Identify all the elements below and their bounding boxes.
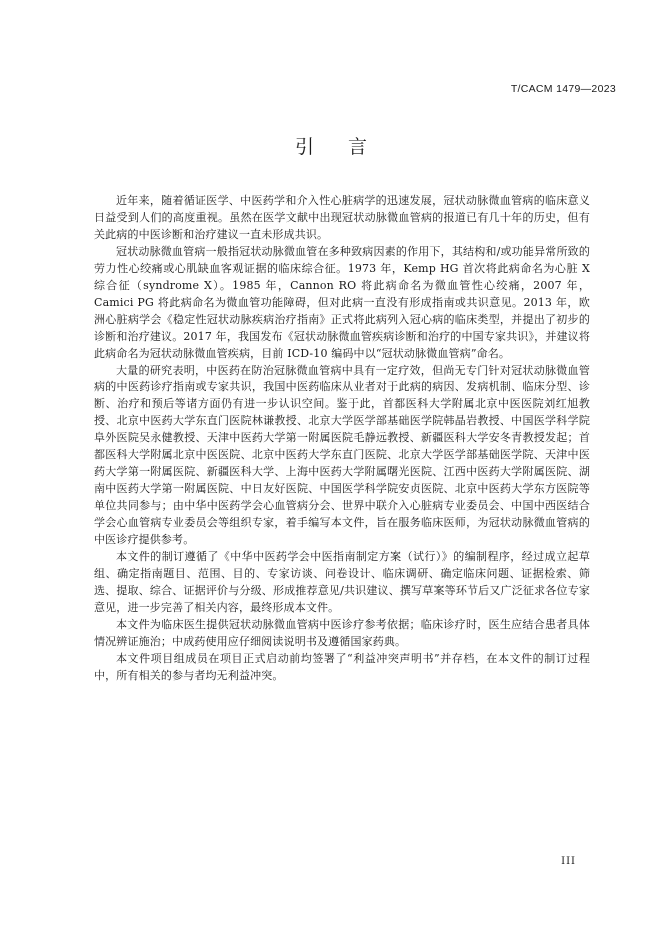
paragraph-3: 大量的研究表明，中医药在防治冠脉微血管病中具有一定疗效，但尚无专门针对冠状动脉微血管病的中医药诊疗指南或专家共识，我国中医药临床从业者对于此病的病因、发病机制、临床分型、诊断、治疗和预后等诸方面仍有进一步认识空间。鉴于此，首都医科大学附属北京中医医院刘红旭教授、北京中医药大学东直门医院林谦教授、北京大学医学部基础医学院韩晶岩教授、中国医学科学院阜外医院吴永健教授、天津中医药大学第一附属医院毛静远教授、新疆医科大学安冬青教授发起；首都医科大学附属北京中医医院、北京中医药大学东直门医院、北京大学医学部基础医学院、天津中医药大学第一附属医院、新疆医科大学、上海中医药大学附属曙光医院、江西中医药大学附属医院、湖南中医药大学第一附属医院、中日友好医院、中国医学科学院安贞医院、北京中医药大学东方医院等单位共同参与；由中华中医药学会心血管病分会、世界中联介入心脏病专业委员会、中国中西医结合学会心血管病专业委员会等组织专家，着手编写本文件，旨在服务临床医师，为冠状动脉微血管病的中医诊疗提供参考。	[94, 363, 590, 547]
page-number: III	[561, 856, 576, 867]
paragraph-4: 本文件的制订遵循了《中华中医药学会中医指南制定方案（试行）》的编制程序，经过成立起草组、确定指南题目、范围、目的、专家访谈、问卷设计、临床调研、确定临床问题、证据检索、筛选、提取、综合、证据评价与分级、形成推荐意见/共识建议、撰写草案等环节后又广泛征求各位专家意见，进一步完善了相关内容，最终形成本文件。	[94, 550, 590, 614]
paragraph-1: 近年来，随着循证医学、中医药学和介入性心脏病学的迅速发展，冠状动脉微血管病的临床意义日益受到人们的高度重视。虽然在医学文献中出现冠状动脉微血管病的报道已有几十年的历史，但有关此病的中医诊断和治疗建议一直未形成共识。	[94, 194, 590, 241]
paragraph-2: 冠状动脉微血管病一般指冠状动脉微血管在多种致病因素的作用下，其结构和/或功能异常所致的劳力性心绞痛或心肌缺血客观证据的临床综合征。1973 年，Kemp HG 首次将此病命名为心脏 X 综合征（syndrome X）。1985 年，Cannon RO 将此病命名为微血管性心绞痛，2007 年，Camici PG 将此病命名为微血管功能障碍，但对此病一直没有形成指南或共识意见。2013 年，欧洲心脏病学会《稳定性冠状动脉疾病治疗指南》正式将此病列入冠心病的临床类型，并提出了初步的诊断和治疗建议。2017 年，我国发布《冠状动脉微血管疾病诊断和治疗的中国专家共识》，并建议将此病命名为冠状动脉微血管疾病，目前 ICD-10 编码中以“冠状动脉微血管病”命名。	[94, 244, 590, 360]
page-title: 引 言	[294, 136, 382, 158]
introduction-body	[94, 193, 590, 685]
standard-code: T/CACM 1479—2023	[510, 83, 616, 95]
paragraph-5: 本文件为临床医生提供冠状动脉微血管病中医诊疗参考依据；临床诊疗时，医生应结合患者具体情况辨证施治；中成药使用应仔细阅读说明书及遵循国家药典。	[94, 617, 590, 648]
paragraph-6: 本文件项目组成员在项目正式启动前均签署了“利益冲突声明书”并存档，在本文件的制订过程中，所有相关的参与者均无利益冲突。	[94, 651, 590, 682]
